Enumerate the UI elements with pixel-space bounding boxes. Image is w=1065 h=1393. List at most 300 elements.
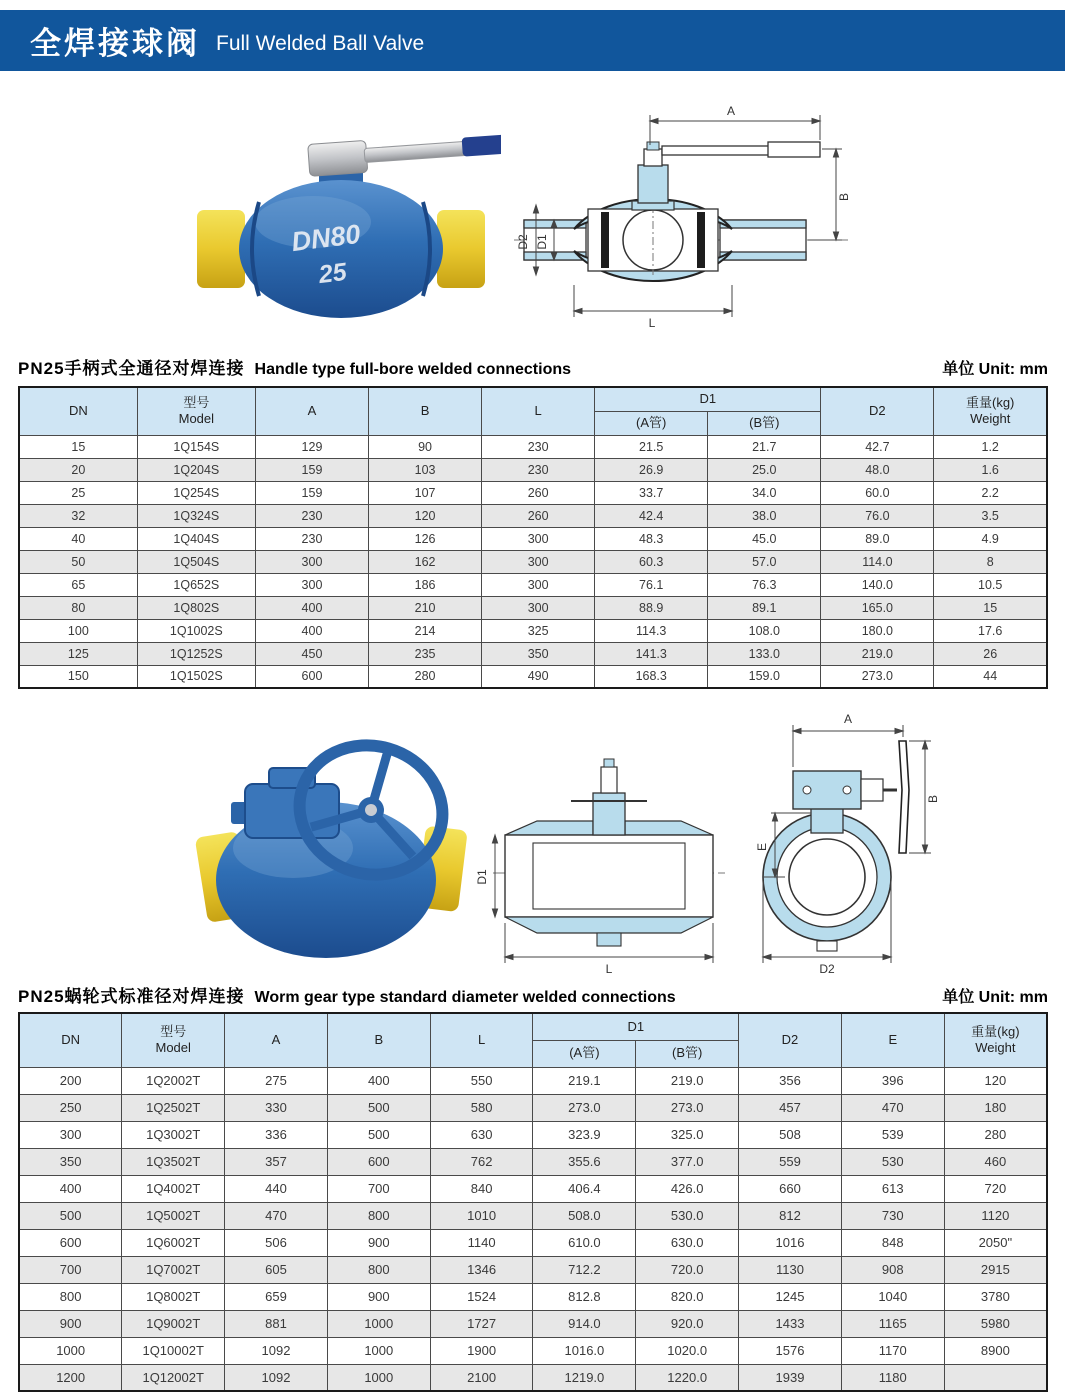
table-cell: 33.7 xyxy=(595,481,708,504)
dim-label-l: L xyxy=(605,962,613,976)
table-cell: 900 xyxy=(19,1310,122,1337)
table-cell: 80 xyxy=(19,596,137,619)
table-cell: 76.0 xyxy=(821,504,934,527)
table-row xyxy=(19,1337,1047,1364)
table-cell: 1Q8002T xyxy=(122,1283,225,1310)
table-cell: 720 xyxy=(944,1175,1047,1202)
table-cell: 45.0 xyxy=(708,527,821,550)
table-cell: 1165 xyxy=(841,1310,944,1337)
table-cell: 210 xyxy=(369,596,482,619)
table-cell: 1130 xyxy=(739,1256,842,1283)
table-row xyxy=(19,619,1047,642)
table-row xyxy=(19,550,1047,573)
table-cell: 1092 xyxy=(225,1364,328,1391)
table-cell: 1Q4002T xyxy=(122,1175,225,1202)
table-cell: 8900 xyxy=(944,1337,1047,1364)
table-cell: 720.0 xyxy=(636,1256,739,1283)
table-cell: 21.7 xyxy=(708,435,821,458)
table-cell: 3780 xyxy=(944,1283,1047,1310)
table-cell: 120 xyxy=(944,1067,1047,1094)
table-row xyxy=(19,596,1047,619)
col-l: L xyxy=(430,1013,533,1067)
worm-shaft-housing xyxy=(861,779,883,801)
table-cell: 133.0 xyxy=(708,642,821,665)
table-cell: 21.5 xyxy=(595,435,708,458)
table-cell: 126 xyxy=(369,527,482,550)
table-cell: 490 xyxy=(482,665,595,688)
table-cell: 1Q7002T xyxy=(122,1256,225,1283)
dim-d1-left-view xyxy=(492,835,497,917)
col-d2: D2 xyxy=(739,1013,842,1067)
table-cell: 1.2 xyxy=(934,435,1047,458)
table-cell: 230 xyxy=(482,435,595,458)
col-a: A xyxy=(225,1013,328,1067)
table-cell: 812.8 xyxy=(533,1283,636,1310)
col-weight: 重量(kg) Weight xyxy=(934,387,1047,435)
dim-label-l: L xyxy=(648,316,656,330)
body-inner xyxy=(533,843,685,909)
table-cell: 1727 xyxy=(430,1310,533,1337)
table-cell: 1Q1252S xyxy=(137,642,255,665)
dim-label-d2: D2 xyxy=(819,962,835,976)
table-cell: 25.0 xyxy=(708,458,821,481)
page-title-zh: 全焊接球阀 xyxy=(30,26,200,61)
col-dn: DN xyxy=(19,1013,122,1067)
table-cell: 280 xyxy=(369,665,482,688)
table-row xyxy=(19,1067,1047,1094)
table-cell: 530 xyxy=(841,1148,944,1175)
col-d2: D2 xyxy=(821,387,934,435)
table-cell: 550 xyxy=(430,1067,533,1094)
table-cell: 10.5 xyxy=(934,573,1047,596)
table-cell: 1576 xyxy=(739,1337,842,1364)
section2-unit-label: 单位 Unit: mm xyxy=(942,989,1048,1006)
col-d1-b: (B管) xyxy=(708,411,821,435)
bottom-drain xyxy=(597,933,621,946)
table-cell: 100 xyxy=(19,619,137,642)
table-cell: 350 xyxy=(482,642,595,665)
dim-a xyxy=(650,115,820,145)
table-cell: 840 xyxy=(430,1175,533,1202)
table-cell: 219.0 xyxy=(821,642,934,665)
body-top-flare-right xyxy=(625,821,713,835)
weld-end-left xyxy=(197,210,245,288)
table-cell: 1Q6002T xyxy=(122,1229,225,1256)
table-cell: 15 xyxy=(934,596,1047,619)
table-cell: 1220.0 xyxy=(636,1364,739,1391)
col-b: B xyxy=(327,1013,430,1067)
dim-label-a: A xyxy=(843,712,853,726)
stem-cap xyxy=(647,142,659,150)
drain-end-view xyxy=(817,941,837,951)
table-cell: 260 xyxy=(482,504,595,527)
gearbox-bolt-left xyxy=(803,786,811,794)
table-cell: 1140 xyxy=(430,1229,533,1256)
table-cell: 1Q10002T xyxy=(122,1337,225,1364)
page-banner xyxy=(0,10,1065,71)
table-row xyxy=(19,1202,1047,1229)
table-cell: 762 xyxy=(430,1148,533,1175)
table-cell: 460 xyxy=(944,1148,1047,1175)
dim-label-b: B xyxy=(837,192,851,202)
table-cell: 2100 xyxy=(430,1364,533,1391)
table-cell: 200 xyxy=(19,1067,122,1094)
table-cell: 700 xyxy=(19,1256,122,1283)
section1-unit-label: 单位 Unit: mm xyxy=(942,361,1048,378)
table-cell: 60.3 xyxy=(595,550,708,573)
dim-label-d1: D1 xyxy=(475,869,489,885)
neck-end-view xyxy=(811,807,843,833)
body-mark-dn: DN80 xyxy=(289,218,363,258)
table-cell: 659 xyxy=(225,1283,328,1310)
table-cell: 500 xyxy=(327,1121,430,1148)
table-cell: 1245 xyxy=(739,1283,842,1310)
table-cell: 4.9 xyxy=(934,527,1047,550)
section2-title-zh: PN25蜗轮式标准径对焊连接 xyxy=(18,987,245,1006)
section1-heading xyxy=(18,354,1048,379)
handwheel-edge-profile xyxy=(899,741,909,853)
table-cell: 159 xyxy=(255,458,368,481)
table-row xyxy=(19,504,1047,527)
table-cell: 500 xyxy=(327,1094,430,1121)
table-cell: 17.6 xyxy=(934,619,1047,642)
table-cell: 250 xyxy=(19,1094,122,1121)
table-cell: 50 xyxy=(19,550,137,573)
table-cell: 88.9 xyxy=(595,596,708,619)
dim-l xyxy=(574,285,732,317)
table-cell: 1346 xyxy=(430,1256,533,1283)
col-weight: 重量(kg) Weight xyxy=(944,1013,1047,1067)
table-cell: 355.6 xyxy=(533,1148,636,1175)
handle-valve-photo xyxy=(183,110,501,320)
table-cell: 1Q504S xyxy=(137,550,255,573)
table2-body xyxy=(19,1067,1047,1391)
table-cell: 300 xyxy=(255,573,368,596)
table-cell: 168.3 xyxy=(595,665,708,688)
table-cell xyxy=(944,1364,1047,1391)
table-cell: 159 xyxy=(255,481,368,504)
table-cell: 42.4 xyxy=(595,504,708,527)
table-row xyxy=(19,1094,1047,1121)
table-cell: 400 xyxy=(255,596,368,619)
table-cell: 426.0 xyxy=(636,1175,739,1202)
table-cell: 1Q204S xyxy=(137,458,255,481)
table-cell: 1200 xyxy=(19,1364,122,1391)
table-cell: 470 xyxy=(841,1094,944,1121)
table-cell: 1Q3002T xyxy=(122,1121,225,1148)
table-cell: 457 xyxy=(739,1094,842,1121)
col-d1-b: (B管) xyxy=(636,1040,739,1067)
seat-left xyxy=(601,212,609,268)
table-cell: 230 xyxy=(255,504,368,527)
table-cell: 1Q652S xyxy=(137,573,255,596)
table-cell: 38.0 xyxy=(708,504,821,527)
table-cell: 700 xyxy=(327,1175,430,1202)
table-cell: 539 xyxy=(841,1121,944,1148)
col-d1-group: D1 xyxy=(533,1013,739,1040)
table-cell: 3.5 xyxy=(934,504,1047,527)
table-cell: 65 xyxy=(19,573,137,596)
table-cell: 180.0 xyxy=(821,619,934,642)
table-cell: 120 xyxy=(369,504,482,527)
table-cell: 323.9 xyxy=(533,1121,636,1148)
dim-label-e: E xyxy=(755,842,769,852)
handle-valve-drawing-svg xyxy=(500,95,900,337)
table-cell: 1Q802S xyxy=(137,596,255,619)
table-cell: 275 xyxy=(225,1067,328,1094)
seat-right xyxy=(697,212,705,268)
table-row xyxy=(19,481,1047,504)
table-cell: 89.0 xyxy=(821,527,934,550)
table-cell: 5980 xyxy=(944,1310,1047,1337)
col-d1-a: (A管) xyxy=(533,1040,636,1067)
table-cell: 1040 xyxy=(841,1283,944,1310)
dim-label-a: A xyxy=(726,104,736,118)
col-a: A xyxy=(255,387,368,435)
table-cell: 280 xyxy=(944,1121,1047,1148)
table-cell: 260 xyxy=(482,481,595,504)
table-cell: 1180 xyxy=(841,1364,944,1391)
table-cell: 1Q154S xyxy=(137,435,255,458)
table-cell: 900 xyxy=(327,1229,430,1256)
table-cell: 273.0 xyxy=(636,1094,739,1121)
table-cell: 214 xyxy=(369,619,482,642)
table-cell: 230 xyxy=(255,527,368,550)
table-cell: 48.0 xyxy=(821,458,934,481)
dim-label-b: B xyxy=(926,794,940,804)
table-row xyxy=(19,1121,1047,1148)
table-row xyxy=(19,527,1047,550)
table-cell: 336 xyxy=(225,1121,328,1148)
col-e: E xyxy=(841,1013,944,1067)
table-cell: 25 xyxy=(19,481,137,504)
table-cell: 712.2 xyxy=(533,1256,636,1283)
table-cell: 600 xyxy=(255,665,368,688)
handle-bar xyxy=(662,146,770,155)
table-cell: 15 xyxy=(19,435,137,458)
worm-gear-valve-drawing xyxy=(475,701,945,979)
section2-title-en: Worm gear type standard diameter welded connections xyxy=(254,989,676,1006)
table-cell: 1939 xyxy=(739,1364,842,1391)
table-cell: 820.0 xyxy=(636,1283,739,1310)
table-cell: 812 xyxy=(739,1202,842,1229)
table-cell: 103 xyxy=(369,458,482,481)
table-row xyxy=(19,1148,1047,1175)
gearbox-bolt-right xyxy=(843,786,851,794)
table-cell: 908 xyxy=(841,1256,944,1283)
table-cell: 440 xyxy=(225,1175,328,1202)
table-cell: 600 xyxy=(327,1148,430,1175)
table-cell: 1000 xyxy=(327,1310,430,1337)
table-row xyxy=(19,1229,1047,1256)
table1-body xyxy=(19,435,1047,688)
table-cell: 508 xyxy=(739,1121,842,1148)
table-cell: 400 xyxy=(327,1067,430,1094)
table-row xyxy=(19,642,1047,665)
table1-header xyxy=(19,387,1047,435)
table-cell: 300 xyxy=(482,550,595,573)
table-cell: 1016 xyxy=(739,1229,842,1256)
table-cell: 90 xyxy=(369,435,482,458)
table-row xyxy=(19,665,1047,688)
table-cell: 89.1 xyxy=(708,596,821,619)
body-top-flare xyxy=(505,821,593,835)
handle-grip-outline xyxy=(768,142,820,157)
page-title-en: Full Welded Ball Valve xyxy=(216,32,425,55)
table-cell: 114.3 xyxy=(595,619,708,642)
table-cell: 32 xyxy=(19,504,137,527)
table-cell: 150 xyxy=(19,665,137,688)
bore xyxy=(789,839,865,915)
table-cell: 1010 xyxy=(430,1202,533,1229)
col-d1-a: (A管) xyxy=(595,411,708,435)
table-cell: 914.0 xyxy=(533,1310,636,1337)
table-cell: 300 xyxy=(482,596,595,619)
table-cell: 300 xyxy=(482,527,595,550)
table-cell: 1Q324S xyxy=(137,504,255,527)
stem-left-view xyxy=(601,767,617,793)
table-cell: 1Q1002S xyxy=(137,619,255,642)
handle-grip xyxy=(462,134,501,157)
table-cell: 42.7 xyxy=(821,435,934,458)
table-cell: 920.0 xyxy=(636,1310,739,1337)
table-cell: 506 xyxy=(225,1229,328,1256)
table-cell: 1016.0 xyxy=(533,1337,636,1364)
table-cell: 219.1 xyxy=(533,1067,636,1094)
weld-end-right xyxy=(437,210,485,288)
table-cell: 500 xyxy=(19,1202,122,1229)
table-cell: 605 xyxy=(225,1256,328,1283)
table-cell: 530.0 xyxy=(636,1202,739,1229)
table-cell: 1170 xyxy=(841,1337,944,1364)
table-cell: 1524 xyxy=(430,1283,533,1310)
table-cell: 141.3 xyxy=(595,642,708,665)
table-cell: 630.0 xyxy=(636,1229,739,1256)
worm-gear-type-spec-table xyxy=(18,1012,1048,1392)
table-cell: 1Q5002T xyxy=(122,1202,225,1229)
table-cell: 1Q254S xyxy=(137,481,255,504)
worm-gear-drawing-svg xyxy=(475,701,945,979)
table-row xyxy=(19,573,1047,596)
stem-head xyxy=(644,149,662,166)
table-row xyxy=(19,1364,1047,1391)
col-dn: DN xyxy=(19,387,137,435)
table-cell: 300 xyxy=(255,550,368,573)
table-cell: 76.3 xyxy=(708,573,821,596)
table-cell: 1000 xyxy=(327,1364,430,1391)
table-cell: 1120 xyxy=(944,1202,1047,1229)
table-cell: 300 xyxy=(482,573,595,596)
table-cell: 450 xyxy=(255,642,368,665)
table-cell: 186 xyxy=(369,573,482,596)
col-l: L xyxy=(482,387,595,435)
table-cell: 159.0 xyxy=(708,665,821,688)
table-cell: 273.0 xyxy=(533,1094,636,1121)
table-cell: 406.4 xyxy=(533,1175,636,1202)
table-cell: 2050" xyxy=(944,1229,1047,1256)
table-cell: 20 xyxy=(19,458,137,481)
col-b: B xyxy=(369,387,482,435)
table-cell: 1219.0 xyxy=(533,1364,636,1391)
worm-gear-valve-photo xyxy=(193,708,475,966)
table-cell: 508.0 xyxy=(533,1202,636,1229)
ball-valve-worm-gear-image xyxy=(193,708,475,966)
table-cell: 400 xyxy=(255,619,368,642)
table-cell: 40 xyxy=(19,527,137,550)
table-cell: 107 xyxy=(369,481,482,504)
table-cell: 400 xyxy=(19,1175,122,1202)
table-cell: 1092 xyxy=(225,1337,328,1364)
stem-tip xyxy=(604,759,614,767)
table-cell: 600 xyxy=(19,1229,122,1256)
table-cell: 330 xyxy=(225,1094,328,1121)
table-cell: 108.0 xyxy=(708,619,821,642)
table-cell: 613 xyxy=(841,1175,944,1202)
table-cell: 1000 xyxy=(19,1337,122,1364)
table-cell: 1Q2502T xyxy=(122,1094,225,1121)
table-cell: 1Q9002T xyxy=(122,1310,225,1337)
table-cell: 2.2 xyxy=(934,481,1047,504)
table-cell: 800 xyxy=(19,1283,122,1310)
table-cell: 396 xyxy=(841,1067,944,1094)
table-cell: 1.6 xyxy=(934,458,1047,481)
table-cell: 26 xyxy=(934,642,1047,665)
table-row xyxy=(19,1256,1047,1283)
table-cell: 900 xyxy=(327,1283,430,1310)
col-model: 型号 Model xyxy=(137,387,255,435)
table-cell: 129 xyxy=(255,435,368,458)
table-cell: 1433 xyxy=(739,1310,842,1337)
table-cell: 300 xyxy=(19,1121,122,1148)
table-cell: 125 xyxy=(19,642,137,665)
table-cell: 800 xyxy=(327,1256,430,1283)
gearbox xyxy=(245,784,339,838)
table-cell: 1000 xyxy=(327,1337,430,1364)
table-cell: 660 xyxy=(739,1175,842,1202)
dim-a-end-view xyxy=(793,725,903,767)
table-cell: 273.0 xyxy=(821,665,934,688)
table-cell: 881 xyxy=(225,1310,328,1337)
table-cell: 57.0 xyxy=(708,550,821,573)
table-cell: 230 xyxy=(482,458,595,481)
table-row xyxy=(19,1175,1047,1202)
table-cell: 470 xyxy=(225,1202,328,1229)
table-cell: 580 xyxy=(430,1094,533,1121)
table-cell: 800 xyxy=(327,1202,430,1229)
table-cell: 1Q1502S xyxy=(137,665,255,688)
table-cell: 325 xyxy=(482,619,595,642)
table-cell: 1900 xyxy=(430,1337,533,1364)
table-cell: 1Q12002T xyxy=(122,1364,225,1391)
table-cell: 357 xyxy=(225,1148,328,1175)
table-cell: 2915 xyxy=(944,1256,1047,1283)
section1-title-en: Handle type full-bore welded connections xyxy=(254,361,572,378)
table-cell: 377.0 xyxy=(636,1148,739,1175)
table-cell: 610.0 xyxy=(533,1229,636,1256)
table-cell: 730 xyxy=(841,1202,944,1229)
table-cell: 114.0 xyxy=(821,550,934,573)
table-cell: 140.0 xyxy=(821,573,934,596)
table-cell: 8 xyxy=(934,550,1047,573)
dim-label-d1: D1 xyxy=(535,234,549,250)
table-row xyxy=(19,1310,1047,1337)
section1-title-zh: PN25手柄式全通径对焊连接 xyxy=(18,359,245,378)
valve-handle xyxy=(308,130,501,177)
table-cell: 165.0 xyxy=(821,596,934,619)
table-cell: 26.9 xyxy=(595,458,708,481)
handle-type-spec-table xyxy=(18,386,1048,689)
table-cell: 76.1 xyxy=(595,573,708,596)
